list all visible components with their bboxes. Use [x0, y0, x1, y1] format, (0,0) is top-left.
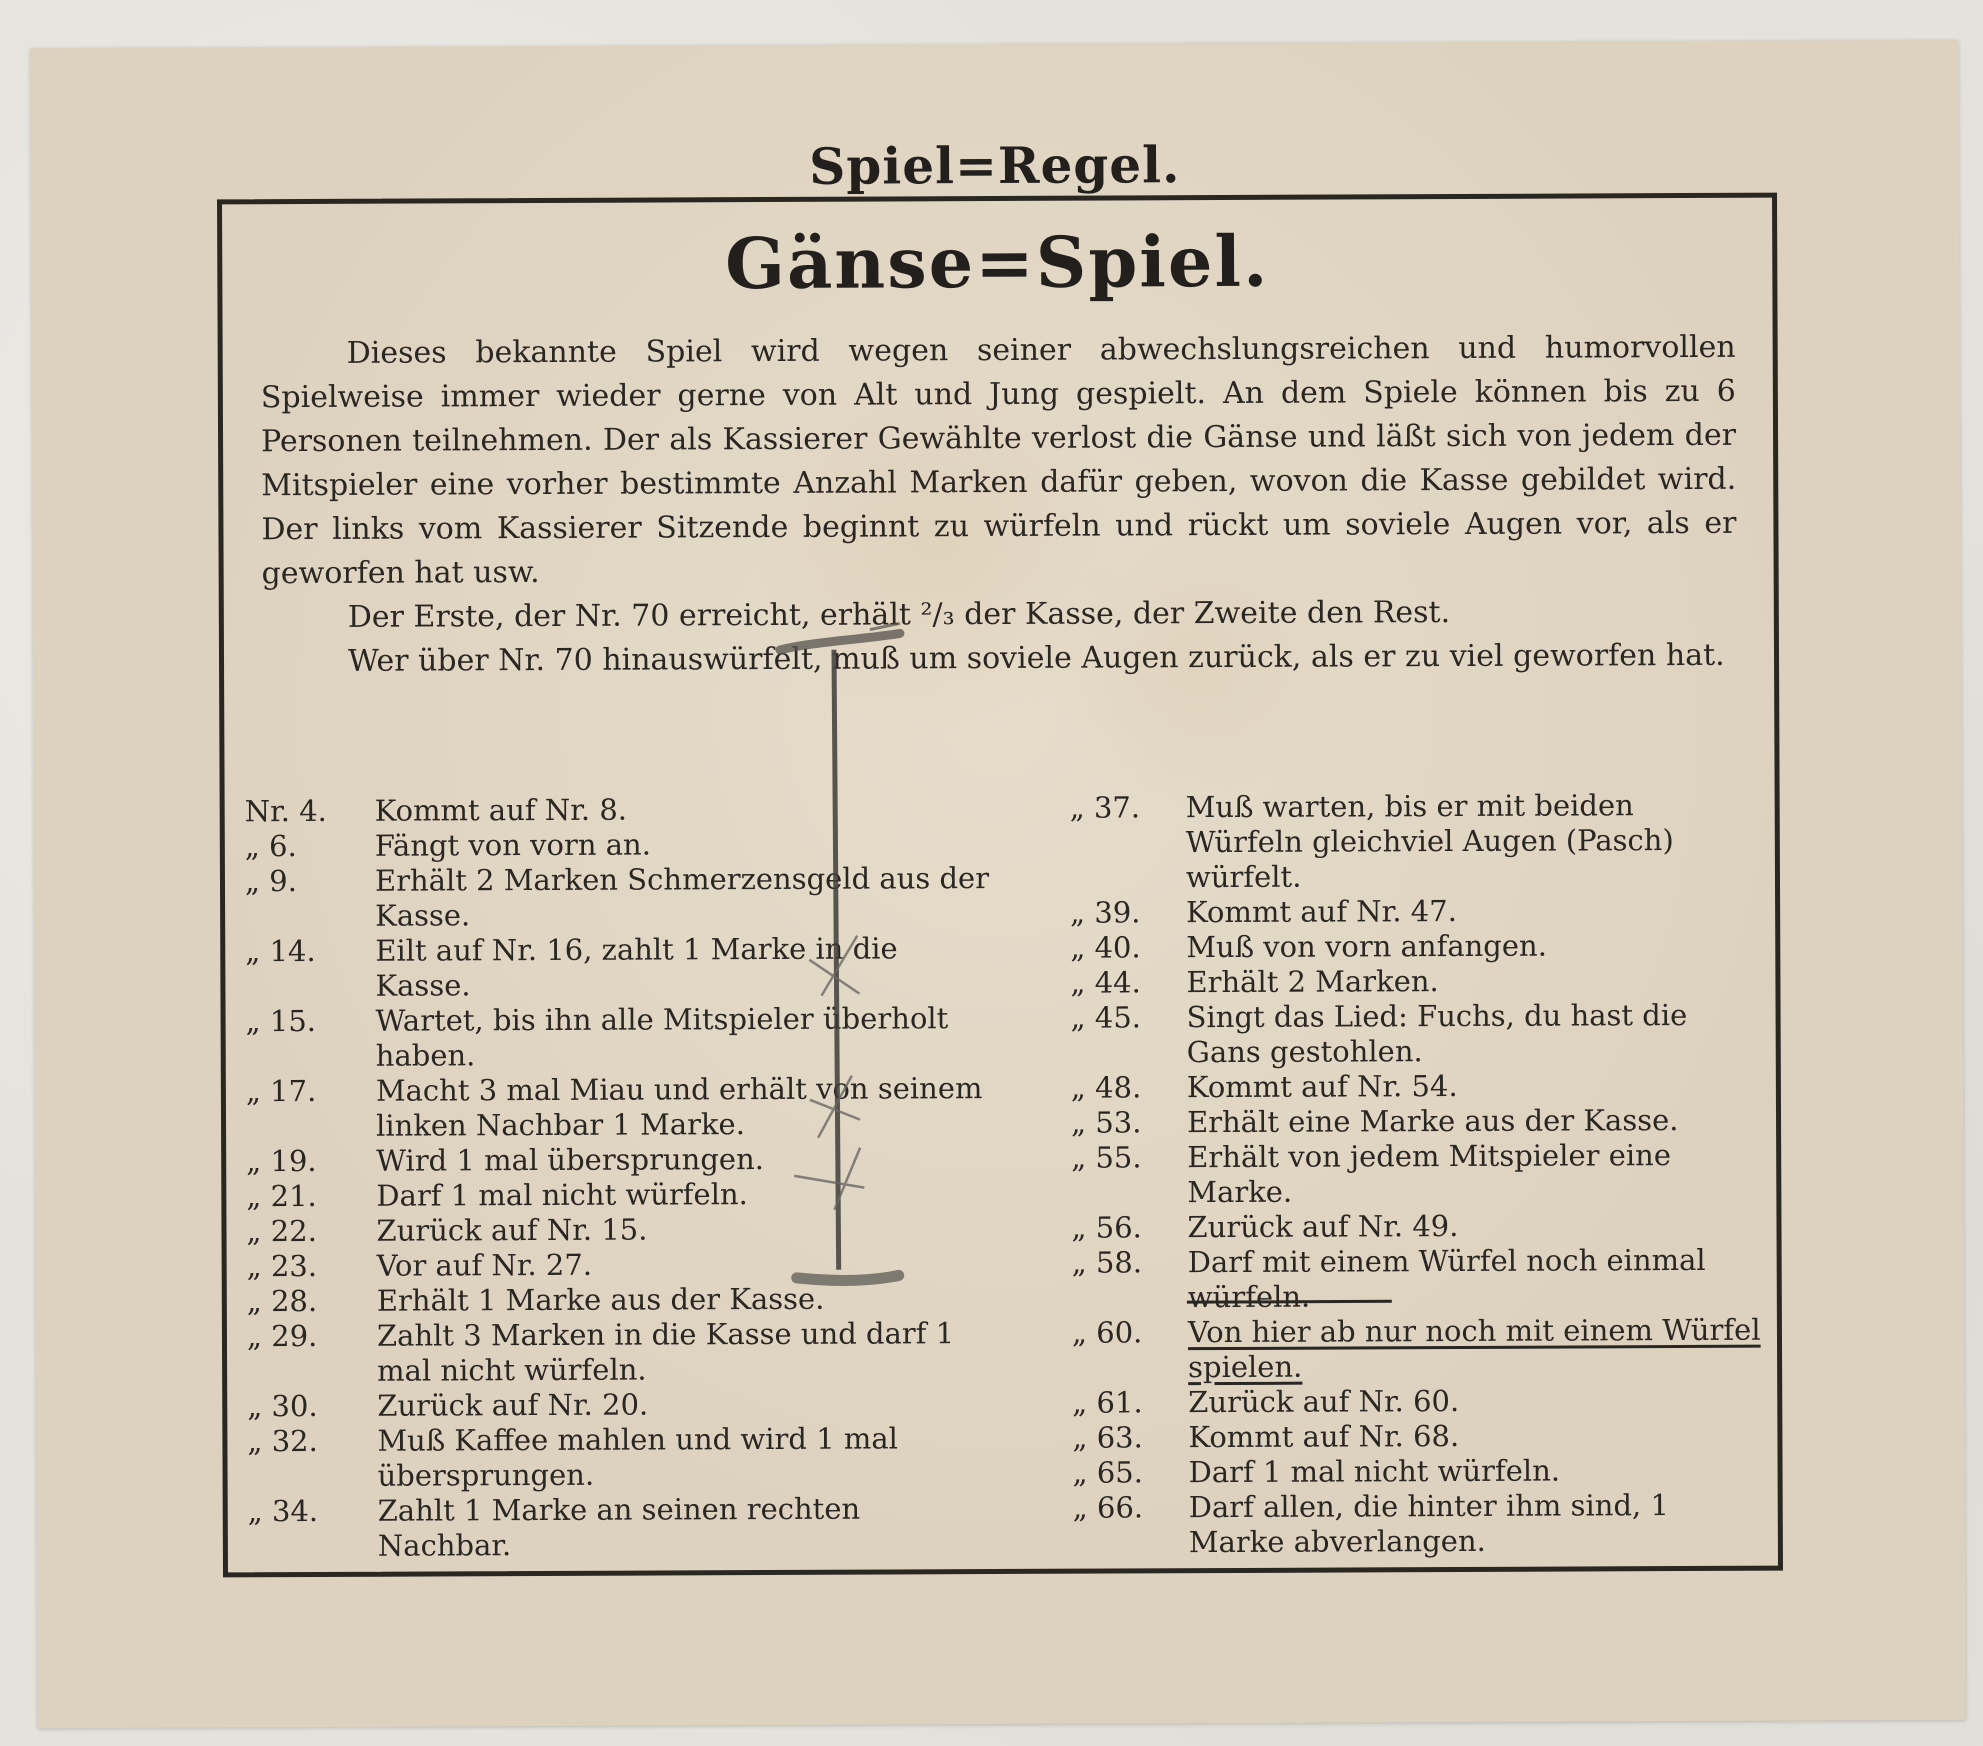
rule-text: Darf 1 mal nicht würfeln. [1188, 1453, 1561, 1490]
rule-text: Erhält eine Marke aus der Kasse. [1186, 1103, 1679, 1140]
rule-number: „ 9. [244, 864, 297, 899]
rule-number: „ 61. [1072, 1385, 1143, 1420]
rule-number: „ 32. [247, 1423, 318, 1459]
rule-number: „ 56. [1071, 1210, 1142, 1245]
rule-text: Muß von vorn anfangen. [1186, 928, 1547, 965]
rule-item [245, 931, 990, 1004]
rule-number: „ 66. [1072, 1490, 1144, 1525]
rule-text: Erhält 2 Marken. [1186, 964, 1439, 1000]
rule-text: Muß warten, bis er mit beiden Würfeln gleichviel Augen (Pasch) würfelt. [1185, 788, 1674, 895]
rule-item [246, 1211, 991, 1249]
rule-number: „ 58. [1071, 1245, 1143, 1280]
rule-item [1070, 788, 1760, 896]
rule-text: Zurück auf Nr. 15. [376, 1212, 648, 1248]
rule-number: „ 34. [247, 1493, 319, 1529]
rule-text: Kommt auf Nr. 54. [1186, 1068, 1458, 1105]
rule-item [248, 1491, 993, 1564]
rule-number: „ 48. [1070, 1070, 1142, 1105]
rule-item [247, 1316, 992, 1389]
rule-number: „ 29. [246, 1318, 318, 1354]
intro-text [261, 326, 1738, 684]
rule-text: Fängt von vorn an. [374, 827, 651, 863]
intro-paragraph: Dieses bekannte Spiel wird wegen seiner abwechslungsreichen und humorvollen Spielweise immer wieder gerne von Alt und Jung gespielt. An dem Spiele können bis zu 6 Personen teilnehmen. Der als Kassierer Gewählte verlost die Gänse und läßt sich von jedem der Mitspieler eine vorher bestimmte Anzahl Marken dafür geben, wovon die Kasse gebildet wird. Der links vom Kassierer Sitzende beginnt zu würfeln und rückt um soviele Augen vor, als er geworfen hat usw. [260, 329, 1737, 592]
rule-text: Kommt auf Nr. 47. [1186, 893, 1457, 930]
rule-number: „ 37. [1069, 790, 1141, 825]
rule-item [246, 1001, 991, 1074]
rule-text: Wird 1 mal übersprungen. [376, 1142, 765, 1178]
rule-text: Erhält von jedem Mitspieler eine Marke. [1187, 1138, 1672, 1210]
game-title: Gänse=Spiel. [725, 219, 1270, 306]
rule-item [1072, 1453, 1762, 1491]
rule-number: Nr. 4. [244, 793, 327, 829]
intro-paragraph: Der Erste, der Nr. 70 erreicht, erhält ²/₃ der Kasse, der Zweite den Rest. [347, 595, 1451, 635]
rule-number: „ 60. [1071, 1315, 1143, 1350]
rule-item [1073, 1488, 1763, 1561]
rules-list-right [1070, 788, 1763, 1561]
rule-text: Eilt auf Nr. 16, zahlt 1 Marke in die Kasse. [375, 931, 898, 1003]
rule-number: „ 39. [1070, 895, 1141, 930]
rule-number: „ 44. [1070, 965, 1141, 1000]
rule-text: Erhält 1 Marke aus der Kasse. [376, 1281, 825, 1318]
rule-number: „ 17. [245, 1073, 317, 1109]
rule-item [245, 826, 990, 864]
rule-text: Kommt auf Nr. 8. [374, 792, 628, 828]
rule-item [245, 861, 990, 934]
rule-number: „ 23. [246, 1248, 318, 1284]
rule-text: Zurück auf Nr. 49. [1187, 1208, 1459, 1245]
rule-item [1071, 1103, 1761, 1141]
rule-item [1071, 1068, 1761, 1106]
rule-text: Wartet, bis ihn alle Mitspieler überholt haben. [375, 1001, 949, 1073]
rule-text: Darf 1 mal nicht würfeln. [376, 1177, 748, 1213]
rule-number: „ 14. [245, 933, 316, 969]
rule-text: Erhält 2 Marken Schmerzensgeld aus der Kasse. [374, 861, 990, 933]
rule-text: Zurück auf Nr. 60. [1188, 1383, 1460, 1420]
rule-number: „ 65. [1072, 1455, 1144, 1490]
rule-item [1071, 1138, 1761, 1211]
rule-item [1071, 998, 1761, 1071]
rule-item [247, 1421, 992, 1494]
rule-text: Muß Kaffee mahlen und wird 1 mal übersprungen. [377, 1421, 898, 1493]
intro-paragraph: Wer über Nr. 70 hinauswürfelt, muß um soviele Augen zurück, als er zu viel geworfen hat. [347, 637, 1725, 679]
rule-text: Zahlt 1 Marke an seinen rechten Nachbar. [377, 1491, 861, 1563]
rule-number: „ 21. [246, 1178, 317, 1214]
rule-item [1070, 963, 1760, 1001]
rule-item [246, 1141, 991, 1179]
rule-item [247, 1386, 992, 1424]
rule-item [1070, 928, 1760, 966]
rule-text: Kommt auf Nr. 68. [1188, 1418, 1460, 1455]
rule-text: Singt das Lied: Fuchs, du hast die Gans gestohlen. [1186, 997, 1688, 1070]
rule-number: „ 55. [1071, 1140, 1142, 1175]
rule-text-underlined: Von hier ab nur noch mit einem Würfel spielen. [1187, 1312, 1761, 1385]
rules-list-left [245, 791, 993, 1564]
rule-text: Zahlt 3 Marken in die Kasse und darf 1 mal nicht würfeln. [376, 1316, 955, 1388]
rule-number: „ 53. [1070, 1105, 1142, 1140]
rule-number: „ 6. [244, 829, 297, 864]
rule-item [245, 791, 990, 829]
rule-sheet [30, 40, 1965, 1728]
rule-item [247, 1281, 992, 1319]
rule-number: „ 40. [1070, 930, 1141, 965]
rule-item [1072, 1243, 1762, 1316]
rule-item [247, 1246, 992, 1284]
rule-item [246, 1071, 991, 1144]
rule-item [1071, 1208, 1761, 1246]
rule-number: „ 63. [1072, 1420, 1143, 1455]
rule-text: Darf mit einem Würfel noch einmal würfeln. [1187, 1242, 1706, 1315]
rule-item [1070, 893, 1760, 931]
rule-item [1072, 1383, 1762, 1421]
rule-number: „ 15. [245, 1003, 317, 1039]
rule-number: „ 45. [1070, 1000, 1142, 1035]
rule-number: „ 19. [246, 1143, 317, 1179]
rule-text: Zurück auf Nr. 20. [377, 1387, 649, 1423]
rule-text: Darf allen, die hinter ihm sind, 1 Marke abverlangen. [1188, 1488, 1669, 1560]
page-title: Spiel=Regel. [809, 135, 1181, 196]
rule-text: Vor auf Nr. 27. [376, 1247, 593, 1283]
rules-frame [217, 193, 1783, 1578]
rule-item [1072, 1313, 1762, 1386]
rule-number: „ 30. [247, 1388, 318, 1424]
rule-item [1072, 1418, 1762, 1456]
rule-number: „ 22. [246, 1213, 317, 1249]
rule-text: Macht 3 mal Miau und erhält von seinem linken Nachbar 1 Marke. [375, 1071, 983, 1143]
rule-number: „ 28. [246, 1283, 318, 1319]
rule-item [246, 1176, 991, 1214]
